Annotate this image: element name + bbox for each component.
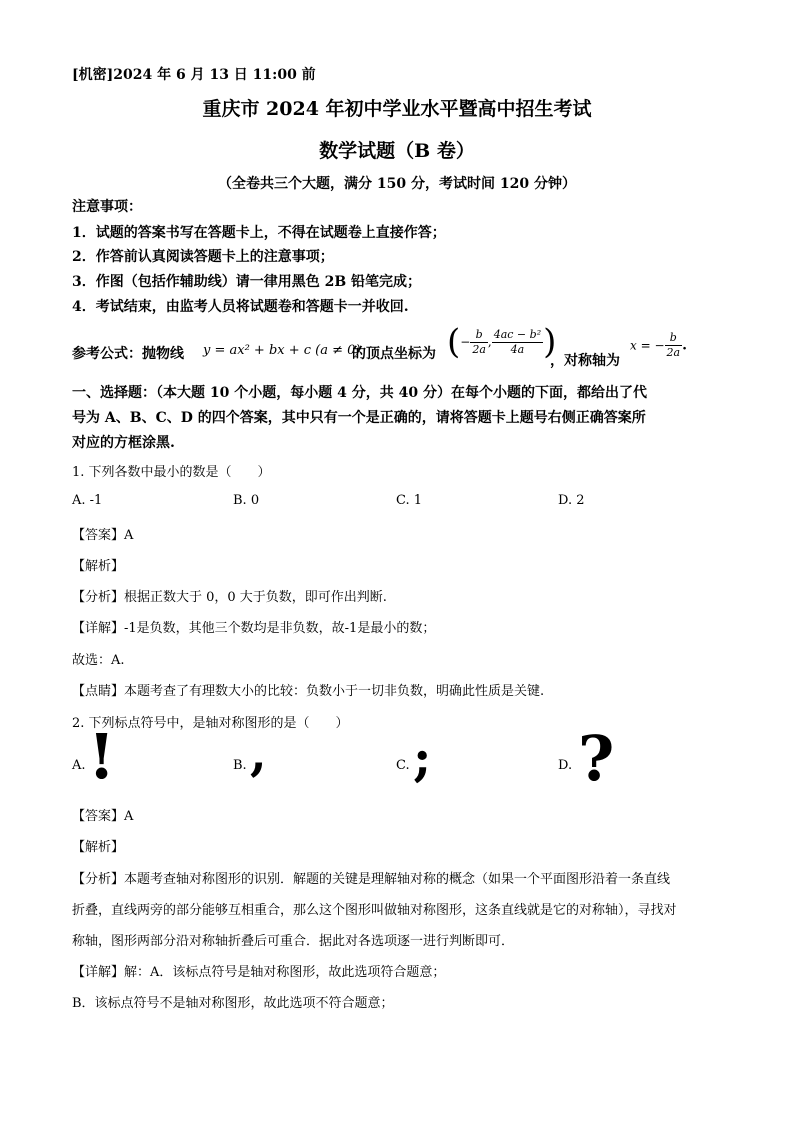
q1-analysis: 【分析】根据正数大于 0，0 大于负数，即可作出判断. [72,590,387,605]
q1-option-c: C. 1 [396,493,423,508]
q1-detail: 【详解】-1是负数，其他三个数均是非负数，故-1是最小的数； [72,621,436,636]
q1-option-a: A. -1 [72,493,103,508]
q2-answer: 【答案】A [72,809,134,824]
axis-lhs: x = − [630,338,665,353]
semicolon-glyph: ; [413,728,432,787]
formula-end: . [682,337,687,354]
note-item-4: 4．考试结束，由监考人员将试题卷和答题卡一并收回. [72,299,409,315]
vertex-y-denominator: 4a [510,342,525,356]
q2-analysis-heading: 【解析】 [72,840,125,855]
question-mark-glyph: ? [578,722,615,795]
note-item-2: 2．作答前认真阅读答题卡上的注意事项； [72,249,334,265]
confidential-line: [机密]2024 年 6 月 13 日 11:00 前 [72,67,316,83]
vertex-x-numerator: b [470,328,488,343]
exam-title: 重庆市 2024 年初中学业水平暨高中招生考试 [202,98,592,120]
axis-denominator: 2a [666,346,681,359]
q1-answer: 【答案】A [72,528,134,543]
q1-option-b: B. 0 [233,493,260,508]
section1-line3: 对应的方框涂黑. [72,435,175,451]
q1-comment: 【点睛】本题考查了有理数大小的比较：负数小于一切非负数，明确此性质是关键. [72,684,545,699]
q1-option-d: D. 2 [558,493,585,508]
vertex-coordinate: (− $\frac{b}{2a}$ , $\frac{\text{4ac − b²}}{4a}$ ) [447,322,557,362]
comma-glyph: , [250,726,267,782]
q2-analysis-line3: 称轴，图形两部分沿对称轴折叠后可重合．据此对各选项逐一进行判断即可． [72,934,515,949]
vertex-x-denominator: 2a [472,342,486,356]
q2-analysis-line2: 折叠，直线两旁的部分能够互相重合，那么这个图形叫做轴对称图形，这条直线就是它的对称轴），寻找对 [72,903,677,918]
exam-subtitle: 数学试题（B 卷） [319,140,475,162]
q2-stem: 2. 下列标点符号中，是轴对称图形的是（ ） [72,716,349,731]
q1-analysis-heading: 【解析】 [72,559,125,574]
axis-numerator: b [665,331,683,346]
q2-detail-a: 【详解】解：A．该标点符号是轴对称图形，故此选项符合题意； [72,965,446,980]
formula-middle: 的顶点坐标为 [352,346,436,362]
q1-stem: 1. 下列各数中最小的数是（ ） [72,465,271,480]
q1-choice: 故选：A. [72,653,125,668]
q2-option-c-label: C. [396,758,410,773]
formula-equation: y = ax² + bx + c (a ≠ 0) [203,343,361,358]
q2-option-a-label: A. [72,758,86,773]
q2-analysis-line1: 【分析】本题考查轴对称图形的识别．解题的关键是理解轴对称的概念（如果一个平面图形沿着一条直线 [72,872,671,887]
q2-option-d-label: D. [558,758,573,773]
vertex-y-numerator: 4ac − b² [493,327,542,341]
note-item-1: 1．试题的答案书写在答题卡上，不得在试题卷上直接作答； [72,225,446,241]
note-item-3: 3．作图（包括作辅助线）请一律用黑色 2B 铅笔完成； [72,274,422,290]
axis-of-symmetry [630,331,687,360]
formula-axis-text: ，对称轴为 [550,353,620,369]
exam-info: （全卷共三个大题，满分 150 分，考试时间 120 分钟） [218,176,576,192]
section1-line2: 号为 A、B、C、D 的四个答案，其中只有一个是正确的，请将答题卡上题号右侧正确答案所 [72,410,646,426]
q2-option-b-label: B. [233,758,247,773]
formula-prefix: 参考公式：抛物线 [72,346,184,362]
notes-heading: 注意事项： [72,199,142,215]
section1-line1: 一、选择题：（本大题 10 个小题，每小题 4 分，共 40 分）在每个小题的下面，都给出了代 [72,385,647,401]
q2-detail-b: B．该标点符号不是轴对称图形，故此选项不符合题意； [72,996,394,1011]
exclamation-mark-glyph: ! [88,720,116,793]
